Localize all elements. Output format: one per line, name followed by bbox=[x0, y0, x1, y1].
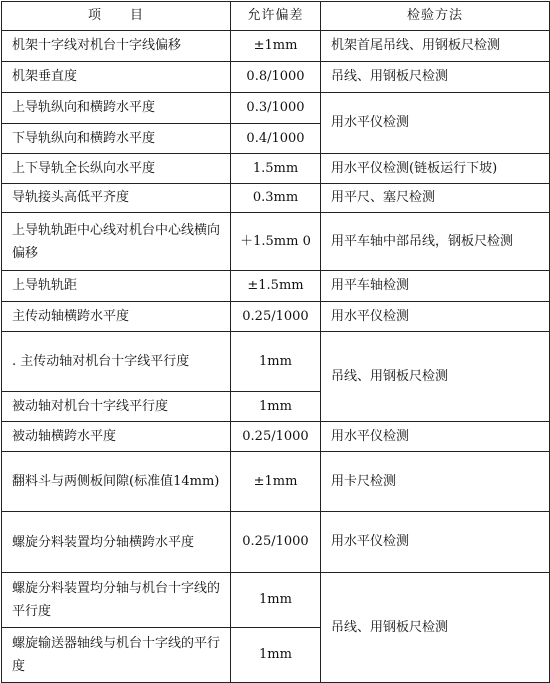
table-row bbox=[2, 154, 550, 184]
row-tolerance: ＋1.5mm 0 bbox=[231, 213, 321, 271]
row-method: 机架首尾吊线、用钢板尺检测 bbox=[321, 31, 550, 62]
row-item: 翻料斗与两侧板间隙(标准值14mm) bbox=[2, 452, 231, 512]
table-row bbox=[2, 452, 550, 512]
row-tolerance: ±1.5mm bbox=[231, 271, 321, 302]
row-tolerance: 1mm bbox=[231, 392, 321, 422]
row-tolerance: 1.5mm bbox=[231, 154, 321, 184]
row-method: 用水平仪检测 bbox=[321, 512, 550, 573]
row-item: 导轨接头高低平齐度 bbox=[2, 184, 231, 213]
row-item: 被动轴横跨水平度 bbox=[2, 422, 231, 452]
row-method: 吊线、用钢板尺检测 bbox=[321, 573, 550, 683]
table-row bbox=[2, 422, 550, 452]
header-method: 检验方法 bbox=[321, 2, 550, 31]
row-item: 机架垂直度 bbox=[2, 62, 231, 93]
table-row bbox=[2, 302, 550, 332]
row-method: 用平车轴检测 bbox=[321, 271, 550, 302]
table-header-row bbox=[2, 2, 550, 31]
table-row bbox=[2, 573, 550, 628]
table-row bbox=[2, 62, 550, 93]
table-row bbox=[2, 332, 550, 392]
row-tolerance: 1mm bbox=[231, 573, 321, 628]
row-tolerance: 0.3mm bbox=[231, 184, 321, 213]
row-method: 用平尺、塞尺检测 bbox=[321, 184, 550, 213]
row-tolerance: 0.4/1000 bbox=[231, 124, 321, 154]
table-row bbox=[2, 512, 550, 573]
row-tolerance: 1mm bbox=[231, 332, 321, 392]
row-method: 用平车轴中部吊线，钢板尺检测 bbox=[321, 213, 550, 271]
row-item: 上导轨纵向和横跨水平度 bbox=[2, 93, 231, 124]
row-tolerance: ±1mm bbox=[231, 31, 321, 62]
row-method: 用水平仪检测 bbox=[321, 93, 550, 154]
row-item: 机架十字线对机台十字线偏移 bbox=[2, 31, 231, 62]
row-tolerance: 0.25/1000 bbox=[231, 422, 321, 452]
inspection-table bbox=[1, 1, 550, 683]
row-tolerance: 0.25/1000 bbox=[231, 512, 321, 573]
header-tolerance: 允许偏差 bbox=[231, 2, 321, 31]
row-item: 螺旋分料装置均分轴与机台十字线的平行度 bbox=[2, 573, 231, 628]
row-method: 吊线、用钢板尺检测 bbox=[321, 62, 550, 93]
row-tolerance: 0.8/1000 bbox=[231, 62, 321, 93]
row-method: 吊线、用钢板尺检测 bbox=[321, 332, 550, 422]
table-row bbox=[2, 271, 550, 302]
table-row bbox=[2, 184, 550, 213]
table-row bbox=[2, 31, 550, 62]
row-tolerance: 0.25/1000 bbox=[231, 302, 321, 332]
row-tolerance: 1mm bbox=[231, 628, 321, 683]
row-item: 螺旋输送器轴线与机台十字线的平行度 bbox=[2, 628, 231, 683]
row-item: 上下导轨全长纵向水平度 bbox=[2, 154, 231, 184]
row-tolerance: 0.3/1000 bbox=[231, 93, 321, 124]
row-method: 用水平仪检测 bbox=[321, 302, 550, 332]
row-item: . 主传动轴对机台十字线平行度 bbox=[2, 332, 231, 392]
table-row bbox=[2, 93, 550, 124]
row-item: 被动轴对机台十字线平行度 bbox=[2, 392, 231, 422]
row-method: 用卡尺检测 bbox=[321, 452, 550, 512]
row-item: 下导轨纵向和横跨水平度 bbox=[2, 124, 231, 154]
row-item: 上导轨轨距中心线对机台中心线横向偏移 bbox=[2, 213, 231, 271]
row-item: 上导轨轨距 bbox=[2, 271, 231, 302]
row-method: 用水平仪检测 bbox=[321, 422, 550, 452]
table-row bbox=[2, 213, 550, 271]
row-method: 用水平仪检测(链板运行下坡) bbox=[321, 154, 550, 184]
row-tolerance: ±1mm bbox=[231, 452, 321, 512]
row-item: 螺旋分料装置均分轴横跨水平度 bbox=[2, 512, 231, 573]
header-item: 项 目 bbox=[2, 2, 231, 31]
row-item: 主传动轴横跨水平度 bbox=[2, 302, 231, 332]
